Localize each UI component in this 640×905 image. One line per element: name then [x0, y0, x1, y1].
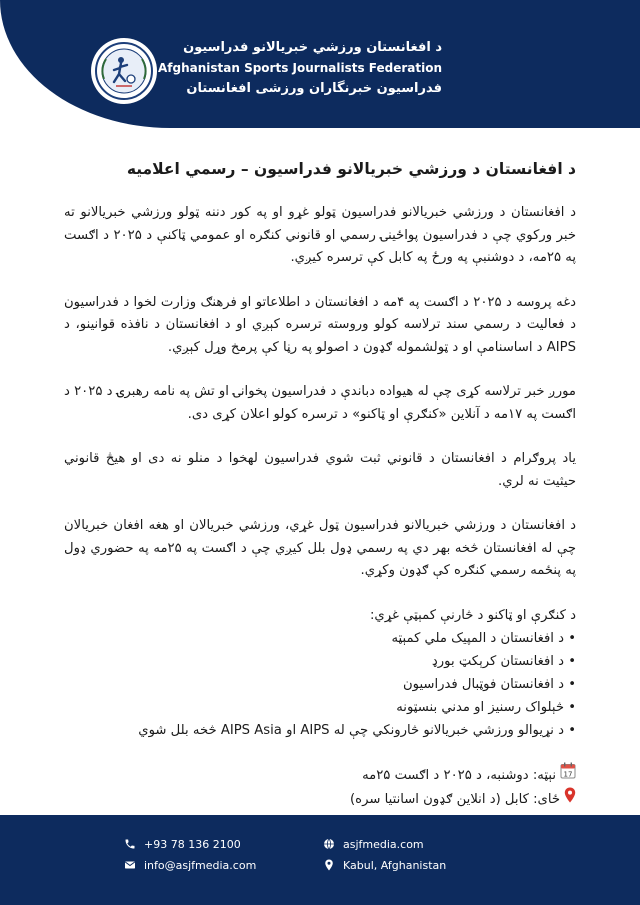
org-name-dari: فدراسیون خبرنگاران ورزشی افغانستان: [186, 81, 442, 96]
map-pin-icon: [564, 787, 576, 811]
event-location-line: [64, 787, 576, 811]
organization-name-block: [158, 38, 442, 100]
announcement-title: د افغانستان د ورزشي خبریالانو فدراسیون – رسمي اعلامیه: [126, 160, 576, 178]
header-banner: [0, 0, 640, 128]
paragraph-5: د افغانستان د ورزشي خبریالانو فدراسیون ټول غړي، ورزشي خبریالان او هغه افغان خبریالان چې له افغانستان څخه بهر دي په رسمي ډول بلل کیږي چې د اګست په ۲۵مه په حضوري ډول په پنځمه رسمي کنګره کې ګډون وکړي.: [64, 518, 576, 578]
paragraph-4: یاد پروګرام د افغانستان د قانوني ثبت شوي فدراسیون لهخوا د منلو نه دی او هیڅ قانوني حیثیت نه لري.: [64, 451, 576, 489]
calendar-icon-day: 17: [563, 769, 573, 778]
phone-icon: [124, 838, 136, 850]
globe-icon: [323, 838, 335, 850]
location-pin-icon: [323, 859, 335, 871]
org-name-english: Afghanistan Sports Journalists Federation: [157, 61, 442, 75]
federation-logo: [91, 38, 157, 104]
footer-phone[interactable]: [124, 836, 241, 852]
location-text: Kabul, Afghanistan: [343, 858, 447, 872]
list-item: • د افغانستان کرېکټ بورډ: [431, 653, 576, 669]
event-date: نېټه: دوشنبه، د ۲۰۲۵ د اګست ۲۵مه: [362, 767, 556, 783]
paragraph-2: دغه پروسه د ۲۰۲۵ د اګست په ۴مه د افغانستان د اطلاعاتو او فرهنګ وزارت لخوا د فدراسیون د فعالیت د رسمي سند ترلاسه کولو وروسته ترسره کېږي او د افغانستان د نافذه قوانینو، د AIPS د اساسنامې او د ټولشموله ګډون د اصولو په رڼا کې پرمخ وړل کېږي.: [64, 294, 576, 355]
calendar-icon: [560, 762, 576, 787]
paragraph-1: د افغانستان د ورزشي خبریالانو فدراسیون ټولو غړو او په کور دننه ټولو ورزشي خبریالانو ته خبر ورکوي چې د فدراسیون پواځینۍ رسمي او قانوني کنګره او عمومي ټاکنې د ۲۰۲۵ د اګست په ۲۵مه، د دوشنبې په ورځ په کابل کې ترسره کیږي.: [64, 205, 576, 265]
footer-website[interactable]: [323, 836, 424, 852]
website-link: asjfmedia.com: [343, 837, 424, 851]
footer-email[interactable]: [124, 857, 256, 873]
committee-list: [64, 627, 576, 742]
federation-emblem-icon: [94, 41, 154, 101]
paragraph-3: مورږ خبر ترلاسه کړی چې له هیواده دباندې د فدراسیون پخوانۍ او تش په نامه رهبرۍ د ۲۰۲۵ د اګست په ۱۷مه د آنلاین «کنګرې او ټاکنو» د ترسره کولو اعلان کړی دی.: [64, 384, 576, 422]
mail-icon: [124, 859, 136, 871]
footer-location: [323, 857, 446, 873]
list-item: • د افغانستان د المپیک ملي کمېټه: [391, 630, 576, 646]
email-address: info@asjfmedia.com: [144, 858, 257, 872]
event-date-line: [64, 762, 576, 787]
list-item: • څېلواک رسنیز او مدني بنسټونه: [396, 699, 576, 715]
phone-number: +93 78 136 2100: [144, 837, 241, 851]
org-name-pashto: د افغانستان ورزشي خبریالانو فدراسیون: [183, 40, 442, 55]
event-location: ځای: کابل (د انلاین ګډون اسانتیا سره): [350, 791, 560, 807]
committee-list-intro: د کنګرې او ټاکنو د څارنې کمېټې غړي:: [369, 607, 576, 623]
footer-contact-bar: [0, 815, 640, 905]
announcement-body: [64, 160, 576, 811]
list-item: • د نړیوالو ورزشي خبریالانو څارونکي چې له AIPS او AIPS Asia څخه بلل شوي: [138, 722, 576, 738]
list-item: • د افغانستان فوټبال فدراسیون: [402, 676, 576, 692]
